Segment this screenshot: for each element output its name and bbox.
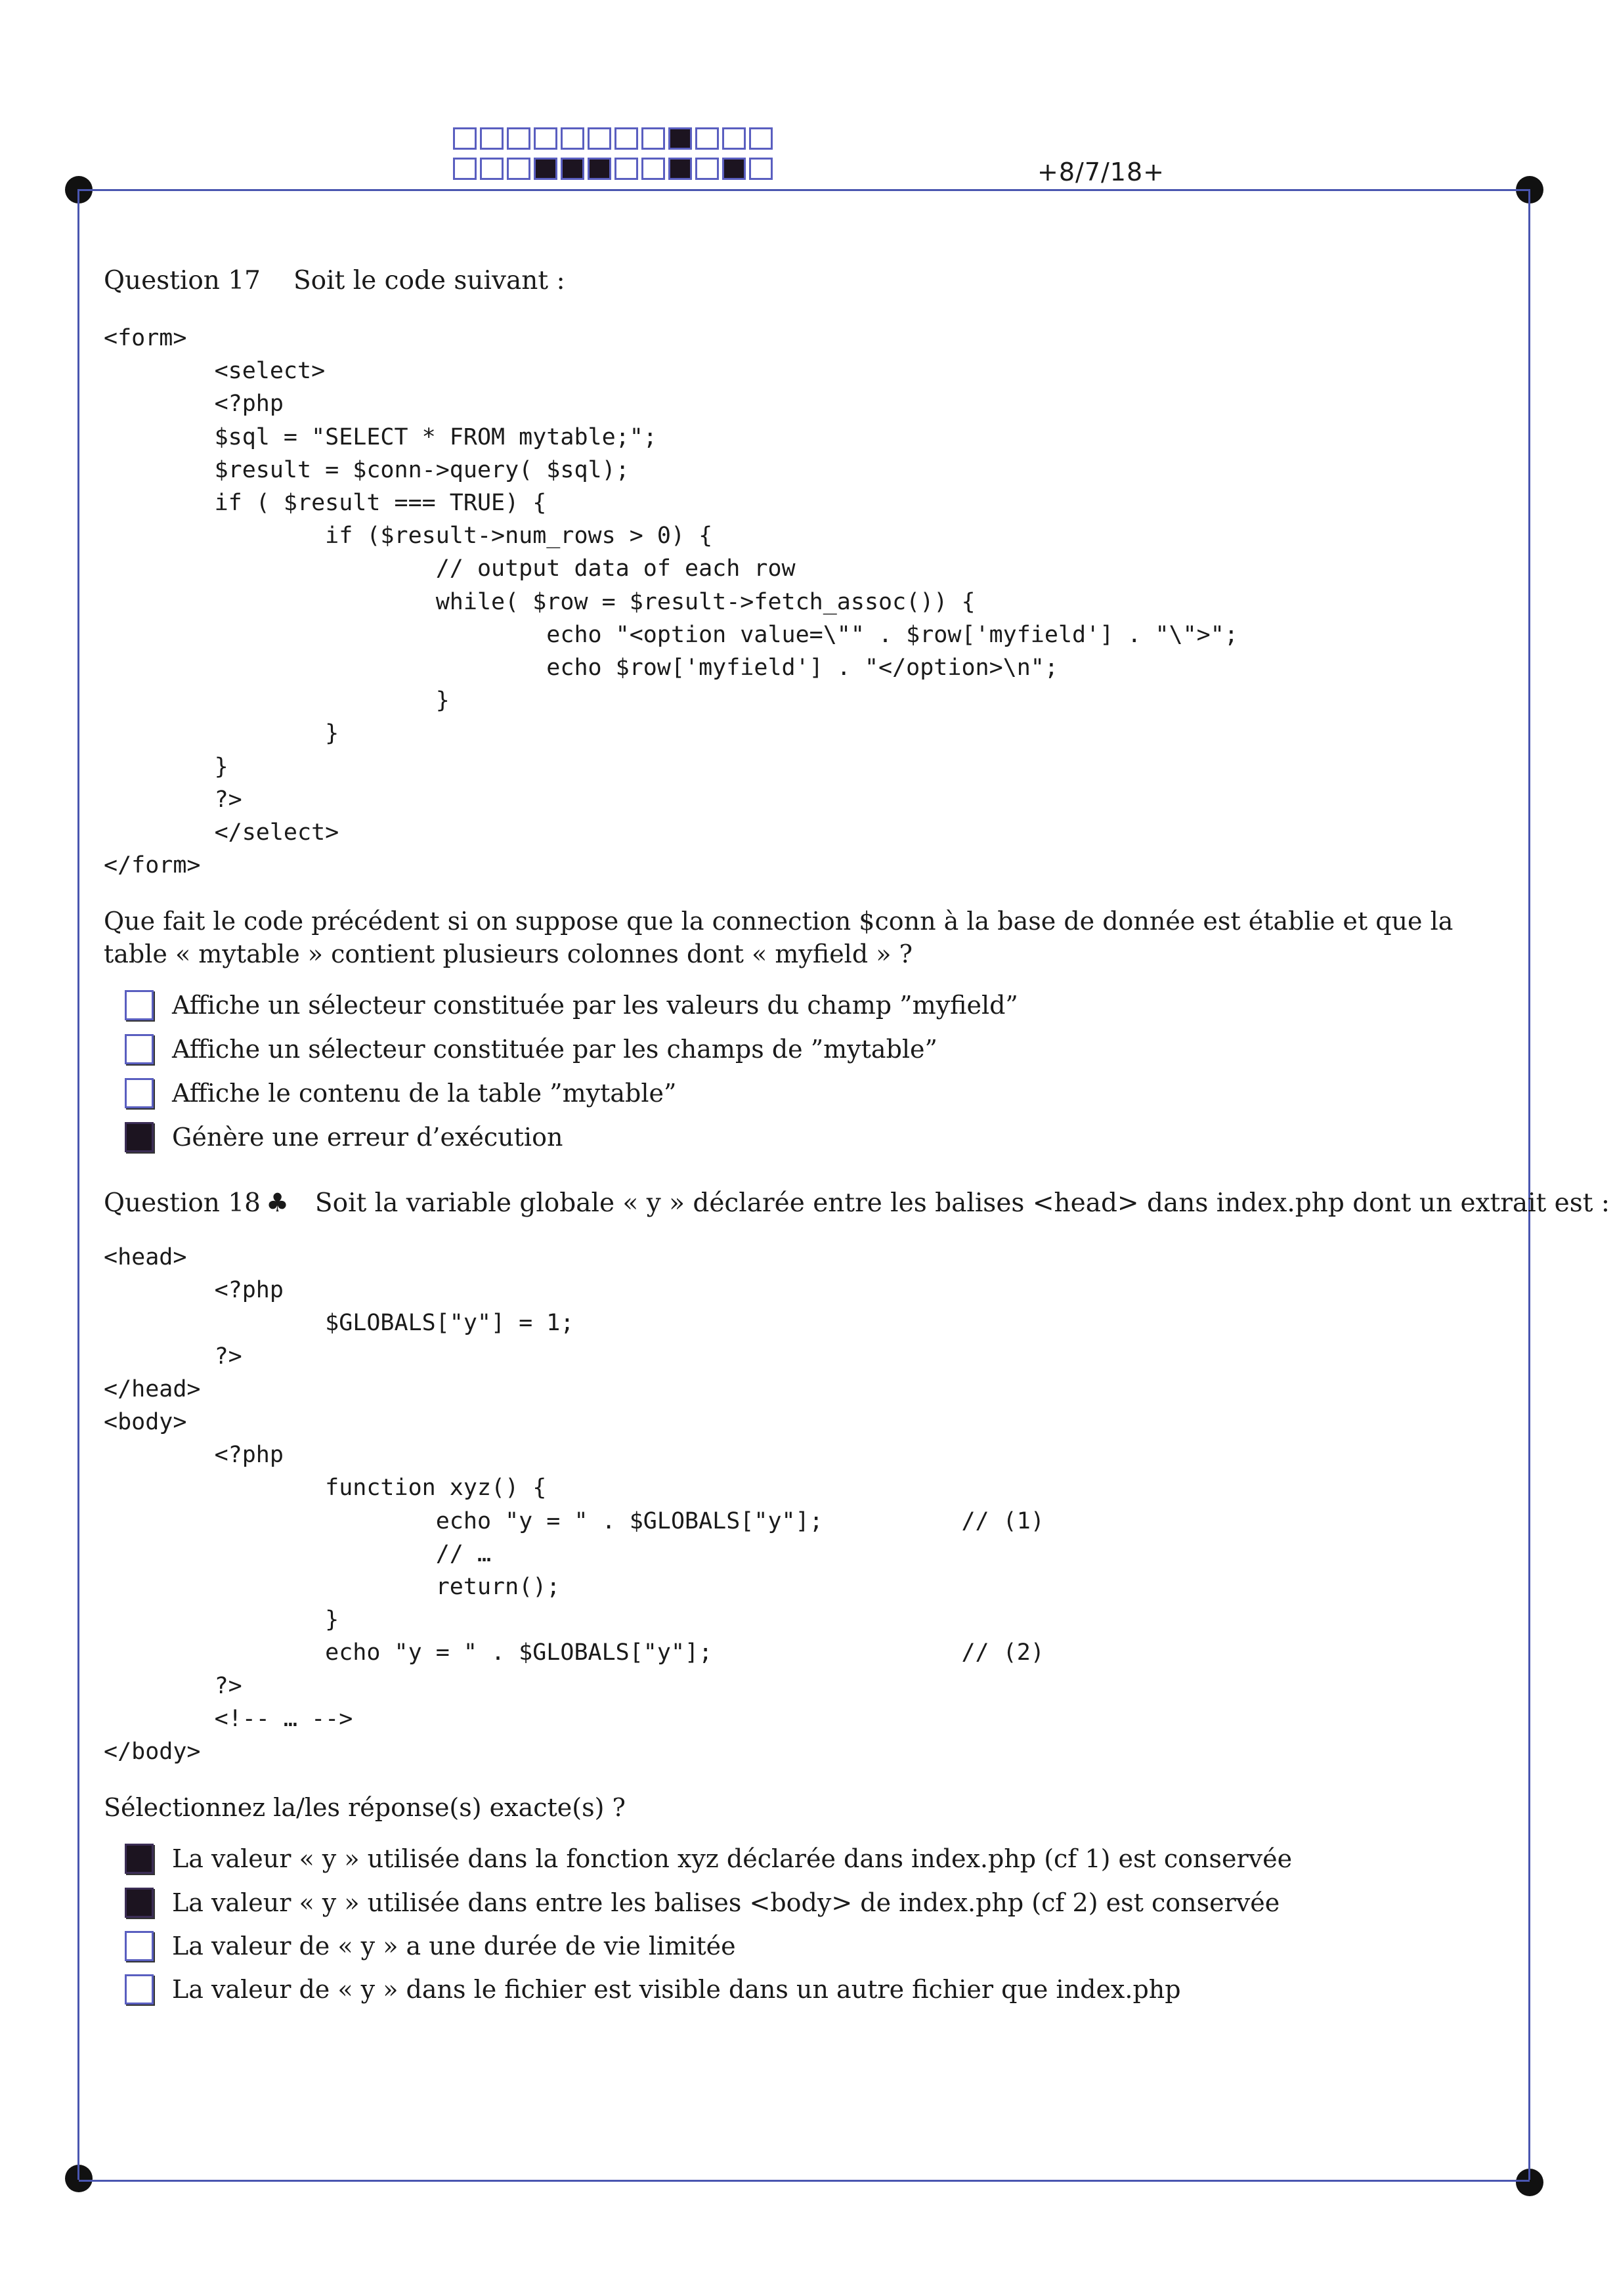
frame-top-line — [79, 189, 1530, 191]
answer-checkbox[interactable] — [125, 1974, 154, 2004]
id-digit-box — [641, 158, 665, 180]
id-digit-box — [480, 158, 504, 180]
answer-checkbox[interactable] — [125, 1844, 154, 1874]
frame-right-line — [1528, 189, 1530, 2180]
question-17-text: Que fait le code précédent si on suppose que la connection $conn à la base de donnée est établie et que la table « mytable » contient plusieurs colonnes dont « myfield » ? — [104, 907, 1454, 968]
id-digit-box — [507, 127, 530, 150]
id-digit-box — [561, 158, 584, 180]
club-icon: ♣ — [265, 1188, 289, 1218]
id-digit-box — [722, 158, 746, 180]
answer-checkbox[interactable] — [125, 990, 154, 1020]
id-digit-box — [614, 158, 638, 180]
page-code: +8/7/18+ — [1037, 158, 1165, 186]
answer-label: La valeur de « y » dans le fichier est visible dans un autre fichier que index.php — [172, 1975, 1181, 2004]
answer-checkbox[interactable] — [125, 1034, 154, 1064]
answer-checkbox[interactable] — [125, 1931, 154, 1961]
id-digit-box — [453, 158, 477, 180]
id-digit-box — [668, 127, 692, 150]
student-id-box-row — [453, 158, 776, 180]
id-digit-box — [668, 158, 692, 180]
question-number: Question 18 — [104, 1188, 261, 1218]
id-digit-box — [749, 127, 773, 150]
id-digit-box — [588, 158, 611, 180]
question-18-code-block: <head> <?php $GLOBALS["y"] = 1; ?> </head> <body> <?php function xyz() { echo "y = " . $GLOBALS["y"]; // (1) // … return(); } echo "y = " . $GLOBALS["y"]; // (2) ?> <!-- … --> </body> — [104, 1244, 1044, 1765]
answer-label: La valeur de « y » a une durée de vie limitée — [172, 1932, 736, 1960]
id-digit-box — [561, 127, 584, 150]
question-intro: Soit le code suivant : — [293, 266, 565, 295]
id-digit-box — [749, 158, 773, 180]
question-intro: Soit la variable globale « y » déclarée entre les balises <head> dans index.php dont un extrait est : — [314, 1188, 1610, 1218]
answer-option[interactable] — [125, 1931, 736, 1961]
answer-label: Affiche un sélecteur constituée par les valeurs du champ ”myfield” — [172, 991, 1018, 1020]
question-18-text: Sélectionnez la/les réponse(s) exacte(s) ? — [104, 1793, 626, 1822]
answer-label: La valeur « y » utilisée dans la fonction xyz déclarée dans index.php (cf 1) est conservée — [172, 1844, 1293, 1873]
student-id-box-row — [453, 127, 776, 150]
answer-checkbox[interactable] — [125, 1888, 154, 1918]
id-digit-box — [534, 158, 557, 180]
id-digit-box — [534, 127, 557, 150]
question-18-heading — [104, 1188, 1610, 1218]
question-number: Question 17 — [104, 266, 261, 295]
answer-checkbox[interactable] — [125, 1078, 154, 1108]
answer-option[interactable] — [125, 990, 1018, 1020]
frame-left-line — [77, 189, 79, 2180]
answer-label: Affiche le contenu de la table ”mytable” — [172, 1079, 677, 1108]
answer-option[interactable] — [125, 1122, 563, 1152]
frame-bottom-line — [79, 2180, 1530, 2182]
id-digit-box — [722, 127, 746, 150]
id-digit-box — [614, 127, 638, 150]
answer-option[interactable] — [125, 1974, 1181, 2004]
id-digit-box — [480, 127, 504, 150]
answer-label: Génère une erreur d’exécution — [172, 1123, 563, 1152]
answer-option[interactable] — [125, 1888, 1280, 1918]
answer-checkbox[interactable] — [125, 1122, 154, 1152]
id-digit-box — [641, 127, 665, 150]
id-digit-box — [695, 127, 719, 150]
id-digit-box — [453, 127, 477, 150]
id-digit-box — [588, 127, 611, 150]
answer-option[interactable] — [125, 1078, 676, 1108]
id-digit-box — [507, 158, 530, 180]
answer-label: La valeur « y » utilisée dans entre les balises <body> de index.php (cf 2) est conservée — [172, 1888, 1280, 1917]
id-digit-box — [695, 158, 719, 180]
question-17-code-block: <form> <select> <?php $sql = "SELECT * FROM mytable;"; $result = $conn->query( $sql); if ( $result === TRUE) { if ($result->num_rows > 0) { // output data of each row while( $row = $result->fetch_assoc()) { echo "<option value=\"" . $row['myfield'] . "\">"; echo $row['myfield'] . "</option>\n"; } } } ?> </select> </form> — [104, 325, 1238, 879]
answer-option[interactable] — [125, 1034, 937, 1064]
question-17-heading — [104, 266, 565, 295]
answer-option[interactable] — [125, 1844, 1292, 1874]
answer-label: Affiche un sélecteur constituée par les champs de ”mytable” — [172, 1035, 937, 1064]
